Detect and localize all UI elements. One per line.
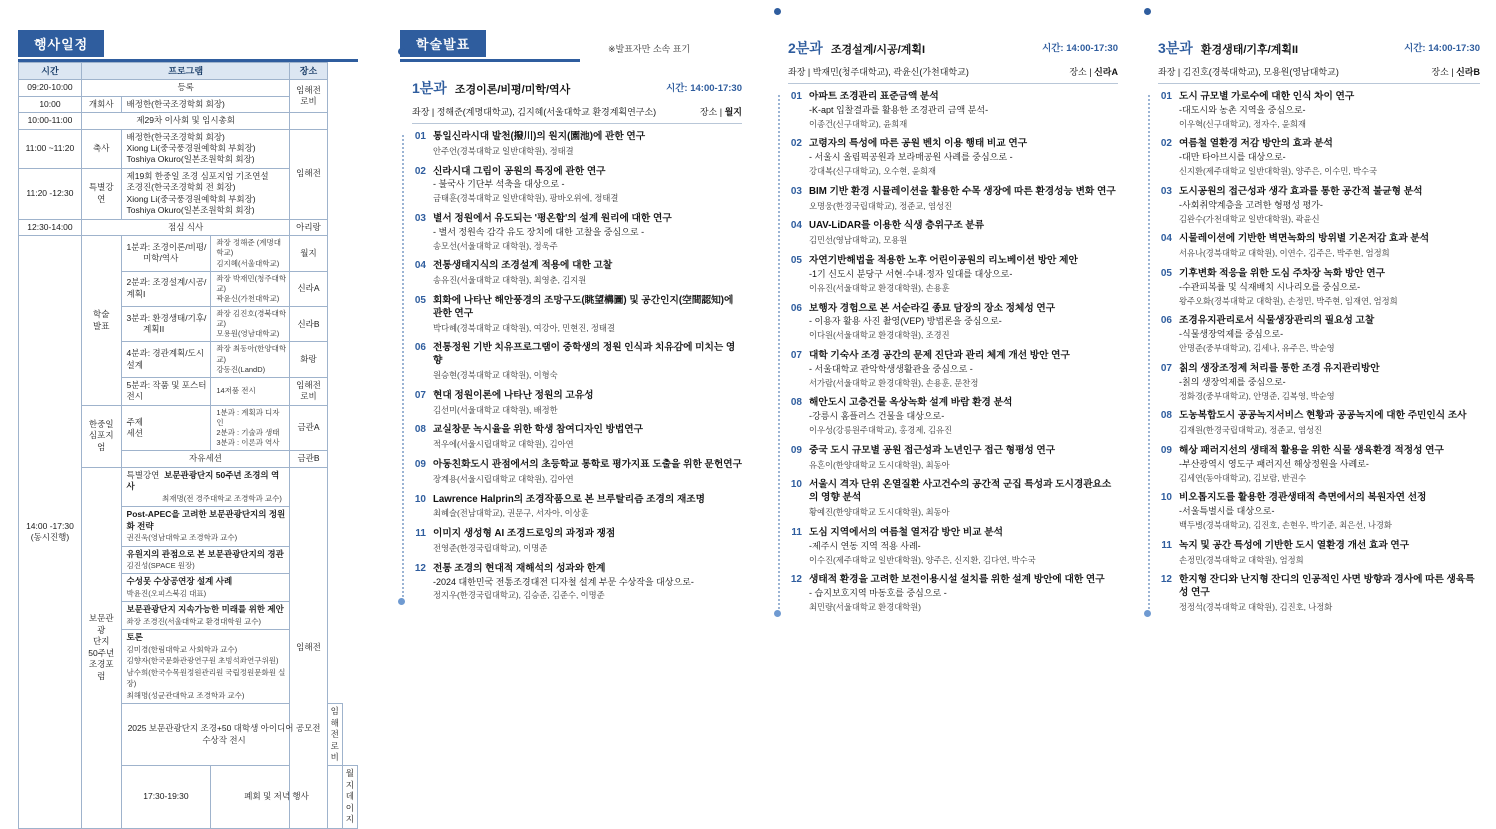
list-item: 09 해상 패러지선의 생태적 활용을 위한 식물 생육환경 적정성 연구 -부산광역시 영도구 패러지선 해상정원을 사례로- 김세연(동아대학교), 김보람, 반권수 (1160, 444, 1444, 483)
session-3-title: 환경생태/기후/계획II (1200, 44, 1299, 56)
list-item: 06 전통정원 기반 치유프로그램이 중학생의 정원 인식과 치유감에 미치는 영향 원승현(경북대학교 대학원), 이형숙 (414, 342, 736, 381)
session-1-place-value: 월지 (724, 107, 742, 117)
list-item: 10 Lawrence Halprin의 조경작품으로 본 브루탈리즘 조경의 재조명 최혜슬(전남대학교), 권문구, 서자아, 이상훈 (414, 493, 706, 519)
table-row: 14:00 -17:30 (동시진행) 학술 발표 1분과: 조경이론/비평/ 미학/역사 좌장 정해준 (계명대학교) 김지혜(서울대학교) 월지 (19, 236, 358, 271)
list-item: 01 도시 규모별 가로수에 대한 인식 차이 연구 -대도시와 농촌 지역을 중심으로- 이우혁(신구대학교), 정자수, 윤희재 (1160, 91, 1355, 129)
schedule-table (18, 62, 358, 829)
list-item: 05 기후변화 적응을 위한 도심 주차장 녹화 방안 연구 -수관피복률 및 식재배치 시나리오를 중심으로- 왕주오화(경북대학교 대학원), 손정민, 박주현, 임재연, 엄정희 (1160, 267, 1398, 306)
academic-tag: 학술발표 (400, 30, 486, 57)
session-3-connector (1148, 95, 1150, 613)
session-1-place-label: 장소 | (699, 107, 723, 117)
session-1-items (412, 131, 742, 601)
col-place: 장소 (290, 63, 327, 80)
session-1-number: 1분과 (412, 80, 447, 96)
table-row: 2분과: 조경설계/시공/계획I 좌장 박재민(청주대학교) 곽윤신(가천대학교) 신라A (19, 271, 358, 306)
session-1-time: 시간: 14:00-17:30 (666, 83, 742, 94)
session-3-chair: 좌장 | 김진호(경북대학교), 모용원(영남대학교) (1158, 67, 1339, 77)
list-item: 04 전통생태지식의 조경설계 적용에 대한 고찰 송유진(서울대학교 대학원), 최영춘, 김지원 (414, 260, 613, 286)
session-2-title: 조경설계/시공/계획I (830, 44, 926, 56)
list-item: 03 도시공원의 접근성과 생각 효과를 통한 공간적 불균형 분석 -사회취약계층을 고려한 형평성 평가- 김완수(가천대학교 일반대학원), 곽윤신 (1160, 185, 1423, 224)
table-row: 3분과: 환경생태/기후/ 계획II 좌장 김진호(경북대학교) 모용원(영남대학교) 신라B (19, 307, 358, 342)
session-2-chair-row (788, 65, 1118, 78)
session-1-dot-bottom (398, 598, 405, 605)
list-item: 09 중국 도시 규모별 공원 접근성과 노년인구 접근 형평성 연구 유혼이(한양대학교 도시대학원), 최동아 (790, 444, 1056, 470)
list-item: 03 별서 정원에서 유도되는 '평온함'의 설계 원리에 대한 연구 - 별서 정원속 감각 유도 장치에 대한 고찰을 중심으로 - 송모선(서울대학교 대학원), 정욱주 (414, 213, 672, 251)
list-item: 11 이미지 생성형 AI 조경드로잉의 과정과 쟁점 전영준(한경국립대학교), 이명준 (415, 528, 616, 553)
session-2-header (788, 38, 1118, 58)
table-row: 유원지의 관점으로 본 보문관광단지의 경관 김진성(SPACE 원장) (19, 546, 358, 574)
session-3-dot-bottom (1144, 610, 1151, 617)
table-row: 한중일 심포지엄 주제 세션 1분과 : 계획과 디자인 2분과 : 기술과 생태 3분과 : 이론과 역사 금관A (19, 405, 358, 451)
session-3-items (1158, 91, 1480, 613)
session-2 (788, 38, 1118, 622)
list-item: 05 자연기반해법을 적용한 노후 어린이공원의 리노베이션 방안 제안 -1기 신도시 분당구 서현·수내·정자 일대를 대상으로- 이유진(서울대학교 환경대학원), 손용훈 (790, 255, 1078, 293)
list-item: 07 칡의 생장조정제 처리를 통한 조경 유지관리방안 -칡의 생장억제를 중심으로- 정화경(중부대학교), 안명준, 김복영, 박순영 (1160, 362, 1380, 401)
session-1-header (412, 78, 742, 98)
session-3-place-value: 신라B (1456, 67, 1480, 77)
session-1 (412, 78, 742, 610)
session-1-chair: 좌장 | 정해준(계명대학교), 김지혜(서울대학교 환경계획연구소) (412, 107, 657, 117)
session-3-dot (1144, 8, 1151, 15)
table-row: 보문관광단지 지속가능한 미래를 위한 제안 좌장 조경진(서울대학교 환경대학원 교수) (19, 602, 358, 630)
list-item: 12 전통 조경의 현대적 재해석의 성과와 한계 -2024 대한민국 전통조경대전 디자철 설계 부문 수상작을 대상으로- 정지우(한경국립대학교), 김승준, 김준수, 이명준 (414, 562, 694, 601)
session-1-place (700, 105, 742, 118)
table-row: 11:20 -12:30 특별강연 제19회 한중일 조경 심포지엄 기조연설 조경진(한국조경학회 전 회장) Xiong Li(중국풍경원예학회 부회장) Toshiya Okuro(일본조원학회 회장) (19, 168, 358, 219)
list-item: 01 통일신라시대 발천(撥川)의 원지(園池)에 관한 연구 안주언(경북대학교 일반대학원), 정태결 (414, 131, 646, 156)
schedule-table-wrap (18, 62, 358, 829)
list-item: 08 해안도시 고층건물 옥상녹화 설계 바람 환경 분석 -강릉시 홈플러스 건물을 대상으로- 이우성(강릉원주대학교), 홍경제, 김유진 (790, 397, 1013, 436)
session-1-divider (412, 123, 742, 124)
list-item: 12 생태적 환경을 고려한 보전이용시설 설치를 위한 설계 방안에 대한 연구 - 습지보호지역 마동호를 중심으로 - 최민량(서울대학교 환경대학원) (790, 574, 1105, 612)
list-item: 07 현대 정원이론에 나타난 정원의 고유성 김선미(서울대학교 대학원), 배정한 (414, 389, 594, 415)
list-item: 07 대학 기숙사 조경 공간의 문제 진단과 관리 체계 개선 방안 연구 - 서울대학교 관악학생생활관을 중심으로 - 서가람(서울대학교 환경대학원), 손용훈, 문찬정 (790, 349, 1070, 388)
col-program: 프로그램 (81, 63, 290, 80)
session-2-number: 2분과 (788, 40, 823, 56)
list-item: 02 신라시대 그림이 공원의 특징에 관한 연구 - 불국사 기단부 석축을 대상으로 - 금태훈(경북대학교 일반대학원), 팡바오위에, 정태결 (414, 165, 619, 204)
list-item: 06 보행자 경험으로 본 서순라길 종묘 담장의 장소 정체성 연구 - 이용자 활용 사진 촬영(VEP) 방법론을 중심으로- 이다원(서울대학교 환경대학원), 조경진 (790, 302, 1056, 341)
session-3-time: 시간: 14:00-17:30 (1404, 43, 1480, 54)
session-1-chair-row (412, 105, 742, 118)
session-2-place-label: 장소 | (1069, 67, 1092, 77)
list-item: 09 아동친화도시 관점에서의 초등학교 통학로 평가지표 도출을 위한 문헌연구 장계용(서울시립대학교 대학원), 김아연 (414, 458, 742, 484)
list-item: 04 UAV-LiDAR를 이용한 식생 층위구조 분류 김민선(영남대학교), 모용원 (790, 220, 985, 246)
list-item: 11 도심 지역에서의 여름철 열저감 방안 비교 분석 -제주시 연동 지역 적용 사례- 이수진(제주대학교 일반대학원), 양주은, 신지환, 김다연, 박수국 (791, 526, 1036, 565)
list-item: 01 아파트 조경관리 표준금액 분석 -K-apt 입찰결과를 활용한 조경관리 금액 분석- 이종건(신구대학교), 윤희재 (790, 91, 989, 129)
table-row: 17:30-19:30 폐회 및 저녁 행사 월지 데이지 (19, 766, 358, 828)
schedule-section-header (18, 30, 358, 62)
session-3-chair-row (1158, 65, 1480, 78)
schedule-tag: 행사일정 (18, 30, 104, 57)
list-item: 10 서울시 격자 단위 온열질환 사고건수의 공간적 군집 특성과 도시경관요소의 영향 분석 황예진(한양대학교 도시대학원), 최동아 (790, 479, 1112, 518)
col-time: 시간 (19, 63, 82, 80)
list-item: 06 조경유지관리로서 식물생장관리의 필요성 고찰 -식물생장억제를 중심으로- 안명준(중부대학교), 김세나, 유주은, 박순영 (1160, 315, 1375, 354)
table-row: 보문관광 단지 50주년 조경포럼 특별강연 보문관광단지 50주년 조경의 역사 최재명(전 경주대학교 조경학과 교수) 임해전 (19, 467, 358, 506)
list-item: 04 시물레이션에 기반한 벽면녹화의 방위별 기온저감 효과 분석 서유나(경북대학교 대학원), 이연수, 김주은, 박주현, 엄정희 (1160, 233, 1430, 259)
session-3-header (1158, 38, 1480, 58)
list-item: 12 한지형 잔디와 난지형 잔디의 인공적인 사면 방향과 경사에 따른 생육특성 연구 정정석(경북대학교 대학원), 김진호, 나정화 (1160, 574, 1475, 612)
session-2-place (1069, 65, 1118, 78)
session-2-place-value: 신라A (1094, 67, 1118, 77)
list-item: 10 비오톱지도를 활용한 경관생태적 측면에서의 복원자연 선정 -서울특별시를 대상으로- 백두병(경북대학교), 김진호, 손현우, 박기준, 최은선, 나경화 (1160, 492, 1427, 530)
list-item: 05 회화에 나타난 해안풍경의 조망구도(眺望構圖) 및 공간인지(空間認知)에 관한 연구 박다혜(경북대학교 대학원), 여강아, 민현진, 정태결 (414, 295, 734, 333)
table-row: Post-APEC을 고려한 보문관광단지의 정원화 전략 권진욱(영남대학교 조경학과 교수) (19, 507, 358, 546)
table-row: 10:00-11:00 제29차 이사회 및 임시총회 (19, 113, 358, 129)
table-row: 09:20-10:00 등록 임해전 로비 (19, 80, 358, 96)
session-1-title: 조경이론/비평/미학/역사 (454, 84, 571, 96)
table-row: 4분과: 경관계획/도시설계 좌장 최동아(한양대학교) 강동진(LandD) 화랑 (19, 342, 358, 377)
session-3 (1158, 38, 1480, 622)
session-1-dot (398, 48, 405, 55)
affiliation-note: ※발표자만 소속 표기 (608, 44, 691, 54)
academic-section-header (400, 30, 580, 62)
session-2-dot-bottom (774, 610, 781, 617)
session-3-number: 3분과 (1158, 40, 1193, 56)
list-item: 08 교실창문 녹시율을 위한 학생 참여디자인 방법연구 적우에(서울시립대학교 대학원), 김아연 (414, 424, 643, 450)
table-row: 5분과: 작품 및 포스터 전시 14저품 전시 임해전 로비 (19, 377, 358, 405)
session-3-place (1431, 65, 1480, 78)
session-3-place-label: 장소 | (1431, 67, 1454, 77)
session-1-connector (402, 135, 404, 601)
academic-tag-underline (400, 59, 580, 62)
table-row: 토론 김미경(한림대학교 사회학과 교수) 김향자(한국문화관광연구원 초빙석좌연구위원) 남수희(한국수목원정원관리원 국립정원문화원 실장) 최해명(성균관대학교 조경학과 교수) (19, 630, 358, 704)
session-3-divider (1158, 83, 1480, 84)
table-row: 2025 보문관광단지 조경+50 대학생 아이디어 공모전 수상작 전시 임해전 로비 (19, 704, 358, 766)
table-row: 11:00 ~11:20 축사 배정한(한국조경학회 회장) Xiong Li(중국풍경원예학회 부회장) Toshiya Okuro(일본조원학회 회장) 임해전 (19, 129, 358, 168)
list-item: 11 녹지 및 공간 특성에 기반한 도시 열환경 개선 효과 연구 손정민(경북대학교 대학원), 엄정희 (1161, 539, 1410, 565)
table-row: 10:00 개회사 배정한(한국조경학회 회장) (19, 96, 358, 112)
session-2-dot (774, 8, 781, 15)
table-row: 12:30-14:00 점심 식사 아리랑 (19, 219, 358, 235)
list-item: 08 도농복합도시 공공녹지서비스 현황과 공공녹지에 대한 주민인식 조사 김재원(한경국립대학교), 정준교, 염성진 (1160, 410, 1467, 436)
session-2-items (788, 91, 1118, 613)
table-row: 수성못 수상공연장 설계 사례 박윤진(오피스북김 대표) (19, 574, 358, 602)
list-item: 02 고령자의 특성에 따른 공원 벤치 이용 행태 비교 연구 - 서울시 올림픽공원과 보라매공원 사례를 중심으로 - 강대복(신구대학교), 오수현, 윤희재 (790, 138, 1028, 177)
session-2-divider (788, 83, 1118, 84)
table-header-row (19, 63, 358, 80)
session-2-connector (778, 95, 780, 613)
list-item: 03 BIM 기반 환경 시뮬레이션을 활용한 수목 생장에 따른 환경성능 변화 연구 오명웅(한경국립대학교), 정준교, 염성진 (790, 185, 1116, 211)
session-2-chair: 좌장 | 박재민(청주대학교), 곽윤신(가천대학교) (788, 67, 969, 77)
session-2-time: 시간: 14:00-17:30 (1042, 43, 1118, 54)
list-item: 02 여름철 열환경 저감 방안의 효과 분석 -대만 타아브시를 대상으로- 신지환(제주대학교 일반대학원), 양주은, 이수민, 박수국 (1160, 138, 1377, 177)
table-row: 자유세션 금관B (19, 451, 358, 467)
